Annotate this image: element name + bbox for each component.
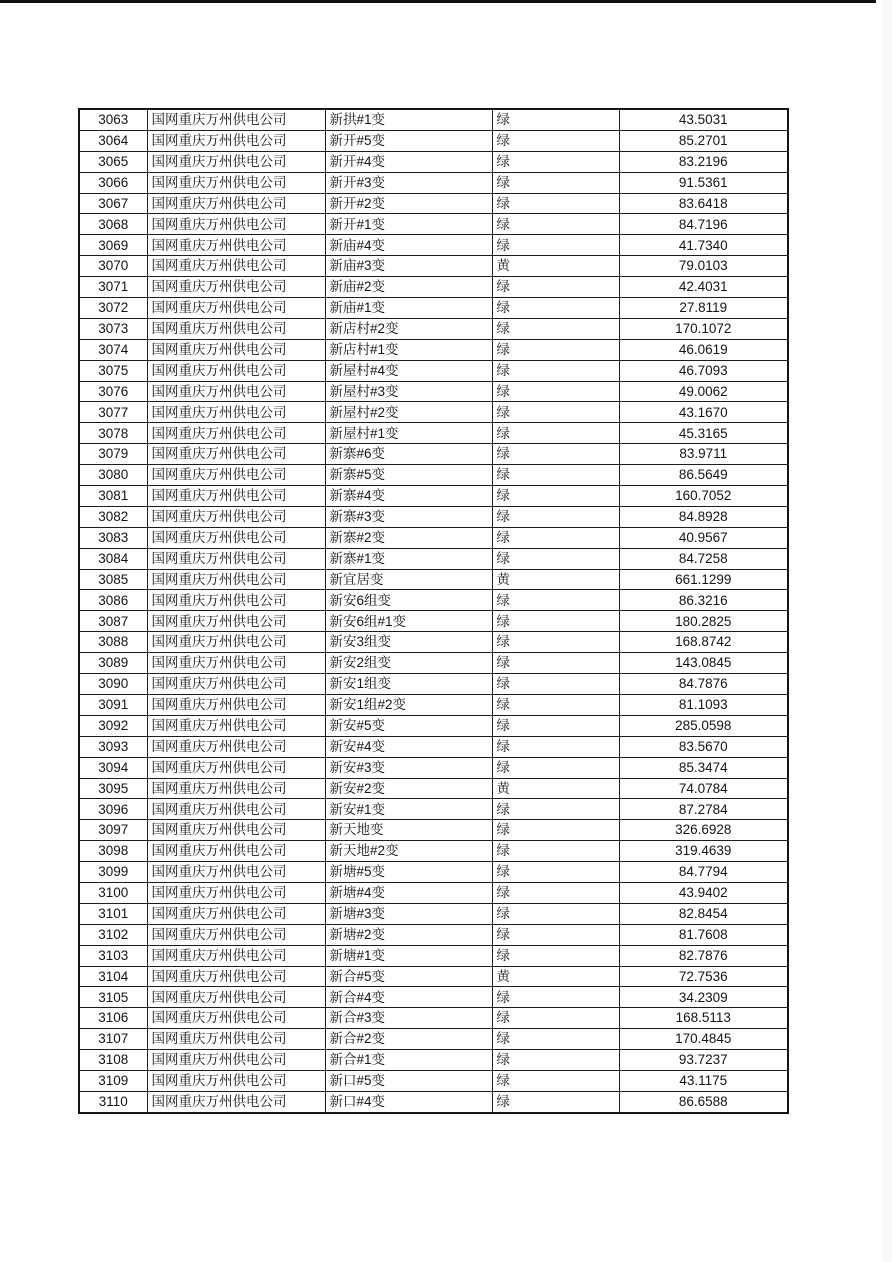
table-row: [79, 527, 788, 548]
company-cell: 国网重庆万州供电公司: [147, 611, 325, 632]
company-cell: 国网重庆万州供电公司: [147, 339, 325, 360]
row-id-cell: 3064: [79, 130, 147, 151]
table-row: [79, 151, 788, 172]
row-id-cell: 3081: [79, 486, 147, 507]
substation-cell: 新口#5变: [325, 1070, 492, 1091]
row-id-cell: 3070: [79, 256, 147, 277]
value-cell: 43.9402: [619, 882, 788, 903]
company-cell: 国网重庆万州供电公司: [147, 256, 325, 277]
value-cell: 84.7794: [619, 862, 788, 883]
table-row: [79, 1008, 788, 1029]
substation-cell: 新合#2变: [325, 1029, 492, 1050]
company-cell: 国网重庆万州供电公司: [147, 653, 325, 674]
substation-cell: 新宜居变: [325, 569, 492, 590]
substation-cell: 新合#4变: [325, 987, 492, 1008]
substation-cell: 新天地变: [325, 820, 492, 841]
row-id-cell: 3066: [79, 172, 147, 193]
company-cell: 国网重庆万州供电公司: [147, 444, 325, 465]
status-cell: 绿: [492, 486, 619, 507]
company-cell: 国网重庆万州供电公司: [147, 486, 325, 507]
status-cell: 绿: [492, 715, 619, 736]
value-cell: 49.0062: [619, 381, 788, 402]
row-id-cell: 3085: [79, 569, 147, 590]
company-cell: 国网重庆万州供电公司: [147, 694, 325, 715]
status-cell: 绿: [492, 381, 619, 402]
value-cell: 45.3165: [619, 423, 788, 444]
substation-cell: 新庙#3变: [325, 256, 492, 277]
status-cell: 绿: [492, 590, 619, 611]
value-cell: 93.7237: [619, 1050, 788, 1071]
value-cell: 84.7876: [619, 674, 788, 695]
status-cell: 绿: [492, 506, 619, 527]
company-cell: 国网重庆万州供电公司: [147, 214, 325, 235]
table-row: [79, 778, 788, 799]
status-cell: 绿: [492, 402, 619, 423]
table-row: [79, 674, 788, 695]
row-id-cell: 3074: [79, 339, 147, 360]
substation-cell: 新安#3变: [325, 757, 492, 778]
company-cell: 国网重庆万州供电公司: [147, 799, 325, 820]
company-cell: 国网重庆万州供电公司: [147, 506, 325, 527]
table-row: [79, 1091, 788, 1112]
table-row: [79, 548, 788, 569]
table-row: [79, 486, 788, 507]
row-id-cell: 3069: [79, 235, 147, 256]
company-cell: 国网重庆万州供电公司: [147, 1091, 325, 1112]
substation-cell: 新寨#4变: [325, 486, 492, 507]
row-id-cell: 3076: [79, 381, 147, 402]
row-id-cell: 3109: [79, 1070, 147, 1091]
value-cell: 34.2309: [619, 987, 788, 1008]
substation-cell: 新塘#3变: [325, 903, 492, 924]
row-id-cell: 3065: [79, 151, 147, 172]
table-row: [79, 214, 788, 235]
row-id-cell: 3090: [79, 674, 147, 695]
value-cell: 46.0619: [619, 339, 788, 360]
table-row: [79, 611, 788, 632]
substation-cell: 新寨#5变: [325, 465, 492, 486]
status-cell: 绿: [492, 1050, 619, 1071]
company-cell: 国网重庆万州供电公司: [147, 903, 325, 924]
table-row: [79, 172, 788, 193]
substation-cell: 新屋村#3变: [325, 381, 492, 402]
company-cell: 国网重庆万州供电公司: [147, 1070, 325, 1091]
status-cell: 绿: [492, 799, 619, 820]
company-cell: 国网重庆万州供电公司: [147, 778, 325, 799]
value-cell: 82.8454: [619, 903, 788, 924]
company-cell: 国网重庆万州供电公司: [147, 151, 325, 172]
table-row: [79, 423, 788, 444]
status-cell: 黄: [492, 966, 619, 987]
substation-status-table-wrap: [78, 108, 789, 1114]
status-cell: 黄: [492, 256, 619, 277]
value-cell: 319.4639: [619, 841, 788, 862]
value-cell: 83.9711: [619, 444, 788, 465]
company-cell: 国网重庆万州供电公司: [147, 966, 325, 987]
status-cell: 绿: [492, 862, 619, 883]
value-cell: 86.6588: [619, 1091, 788, 1112]
status-cell: 绿: [492, 193, 619, 214]
substation-cell: 新寨#2变: [325, 527, 492, 548]
table-row: [79, 277, 788, 298]
table-row: [79, 987, 788, 1008]
value-cell: 81.1093: [619, 694, 788, 715]
row-id-cell: 3067: [79, 193, 147, 214]
status-cell: 绿: [492, 109, 619, 130]
substation-cell: 新安#4变: [325, 736, 492, 757]
status-cell: 绿: [492, 924, 619, 945]
row-id-cell: 3073: [79, 318, 147, 339]
substation-cell: 新塘#4变: [325, 882, 492, 903]
row-id-cell: 3092: [79, 715, 147, 736]
row-id-cell: 3088: [79, 632, 147, 653]
table-row: [79, 945, 788, 966]
status-cell: 绿: [492, 736, 619, 757]
status-cell: 绿: [492, 298, 619, 319]
substation-cell: 新拱#1变: [325, 109, 492, 130]
status-cell: 绿: [492, 444, 619, 465]
substation-cell: 新安#1变: [325, 799, 492, 820]
substation-cell: 新安6组#1变: [325, 611, 492, 632]
table-row: [79, 506, 788, 527]
company-cell: 国网重庆万州供电公司: [147, 423, 325, 444]
value-cell: 41.7340: [619, 235, 788, 256]
value-cell: 46.7093: [619, 360, 788, 381]
status-cell: 绿: [492, 130, 619, 151]
status-cell: 绿: [492, 1008, 619, 1029]
table-row: [79, 924, 788, 945]
status-cell: 绿: [492, 151, 619, 172]
substation-cell: 新安3组变: [325, 632, 492, 653]
table-row: [79, 1029, 788, 1050]
substation-cell: 新安2组变: [325, 653, 492, 674]
row-id-cell: 3082: [79, 506, 147, 527]
company-cell: 国网重庆万州供电公司: [147, 172, 325, 193]
company-cell: 国网重庆万州供电公司: [147, 757, 325, 778]
value-cell: 85.3474: [619, 757, 788, 778]
substation-cell: 新开#4变: [325, 151, 492, 172]
row-id-cell: 3084: [79, 548, 147, 569]
value-cell: 86.5649: [619, 465, 788, 486]
substation-cell: 新庙#2变: [325, 277, 492, 298]
value-cell: 170.1072: [619, 318, 788, 339]
table-row: [79, 903, 788, 924]
table-row: [79, 715, 788, 736]
table-row: [79, 235, 788, 256]
value-cell: 43.5031: [619, 109, 788, 130]
status-cell: 绿: [492, 820, 619, 841]
status-cell: 绿: [492, 548, 619, 569]
value-cell: 43.1175: [619, 1070, 788, 1091]
row-id-cell: 3107: [79, 1029, 147, 1050]
value-cell: 285.0598: [619, 715, 788, 736]
company-cell: 国网重庆万州供电公司: [147, 277, 325, 298]
company-cell: 国网重庆万州供电公司: [147, 862, 325, 883]
status-cell: 绿: [492, 214, 619, 235]
row-id-cell: 3089: [79, 653, 147, 674]
status-cell: 绿: [492, 527, 619, 548]
substation-cell: 新屋村#1变: [325, 423, 492, 444]
row-id-cell: 3079: [79, 444, 147, 465]
value-cell: 72.7536: [619, 966, 788, 987]
status-cell: 黄: [492, 569, 619, 590]
substation-cell: 新合#1变: [325, 1050, 492, 1071]
company-cell: 国网重庆万州供电公司: [147, 402, 325, 423]
status-cell: 绿: [492, 841, 619, 862]
table-row: [79, 590, 788, 611]
substation-cell: 新天地#2变: [325, 841, 492, 862]
company-cell: 国网重庆万州供电公司: [147, 674, 325, 695]
value-cell: 83.2196: [619, 151, 788, 172]
substation-cell: 新开#1变: [325, 214, 492, 235]
table-row: [79, 1070, 788, 1091]
value-cell: 170.4845: [619, 1029, 788, 1050]
company-cell: 国网重庆万州供电公司: [147, 590, 325, 611]
value-cell: 84.7196: [619, 214, 788, 235]
table-row: [79, 694, 788, 715]
status-cell: 绿: [492, 1070, 619, 1091]
substation-cell: 新安#2变: [325, 778, 492, 799]
status-cell: 绿: [492, 465, 619, 486]
table-row: [79, 757, 788, 778]
company-cell: 国网重庆万州供电公司: [147, 882, 325, 903]
company-cell: 国网重庆万州供电公司: [147, 820, 325, 841]
value-cell: 27.8119: [619, 298, 788, 319]
company-cell: 国网重庆万州供电公司: [147, 465, 325, 486]
status-cell: 绿: [492, 694, 619, 715]
company-cell: 国网重庆万州供电公司: [147, 987, 325, 1008]
table-row: [79, 298, 788, 319]
row-id-cell: 3078: [79, 423, 147, 444]
company-cell: 国网重庆万州供电公司: [147, 841, 325, 862]
row-id-cell: 3080: [79, 465, 147, 486]
table-row: [79, 109, 788, 130]
row-id-cell: 3071: [79, 277, 147, 298]
status-cell: 绿: [492, 172, 619, 193]
substation-cell: 新安1组#2变: [325, 694, 492, 715]
table-row: [79, 381, 788, 402]
company-cell: 国网重庆万州供电公司: [147, 130, 325, 151]
row-id-cell: 3068: [79, 214, 147, 235]
substation-cell: 新塘#5变: [325, 862, 492, 883]
row-id-cell: 3105: [79, 987, 147, 1008]
value-cell: 84.8928: [619, 506, 788, 527]
status-cell: 绿: [492, 235, 619, 256]
row-id-cell: 3077: [79, 402, 147, 423]
row-id-cell: 3075: [79, 360, 147, 381]
table-row: [79, 1050, 788, 1071]
value-cell: 160.7052: [619, 486, 788, 507]
row-id-cell: 3096: [79, 799, 147, 820]
substation-cell: 新店村#1变: [325, 339, 492, 360]
substation-cell: 新店村#2变: [325, 318, 492, 339]
table-row: [79, 256, 788, 277]
table-row: [79, 862, 788, 883]
substation-cell: 新屋村#4变: [325, 360, 492, 381]
status-cell: 绿: [492, 757, 619, 778]
company-cell: 国网重庆万州供电公司: [147, 235, 325, 256]
substation-cell: 新寨#6变: [325, 444, 492, 465]
value-cell: 85.2701: [619, 130, 788, 151]
table-row: [79, 444, 788, 465]
table-row: [79, 882, 788, 903]
table-body: [79, 109, 788, 1113]
company-cell: 国网重庆万州供电公司: [147, 924, 325, 945]
row-id-cell: 3072: [79, 298, 147, 319]
row-id-cell: 3098: [79, 841, 147, 862]
company-cell: 国网重庆万州供电公司: [147, 945, 325, 966]
substation-cell: 新庙#1变: [325, 298, 492, 319]
table-row: [79, 339, 788, 360]
substation-cell: 新开#3变: [325, 172, 492, 193]
company-cell: 国网重庆万州供电公司: [147, 381, 325, 402]
table-row: [79, 193, 788, 214]
row-id-cell: 3110: [79, 1091, 147, 1112]
substation-cell: 新安6组变: [325, 590, 492, 611]
table-row: [79, 820, 788, 841]
status-cell: 绿: [492, 882, 619, 903]
value-cell: 81.7608: [619, 924, 788, 945]
value-cell: 168.5113: [619, 1008, 788, 1029]
row-id-cell: 3093: [79, 736, 147, 757]
table-row: [79, 799, 788, 820]
company-cell: 国网重庆万州供电公司: [147, 1029, 325, 1050]
row-id-cell: 3099: [79, 862, 147, 883]
value-cell: 43.1670: [619, 402, 788, 423]
value-cell: 84.7258: [619, 548, 788, 569]
value-cell: 74.0784: [619, 778, 788, 799]
row-id-cell: 3106: [79, 1008, 147, 1029]
status-cell: 绿: [492, 611, 619, 632]
row-id-cell: 3095: [79, 778, 147, 799]
table-row: [79, 569, 788, 590]
status-cell: 绿: [492, 423, 619, 444]
substation-cell: 新庙#4变: [325, 235, 492, 256]
value-cell: 91.5361: [619, 172, 788, 193]
row-id-cell: 3100: [79, 882, 147, 903]
substation-cell: 新安#5变: [325, 715, 492, 736]
substation-cell: 新塘#1变: [325, 945, 492, 966]
value-cell: 82.7876: [619, 945, 788, 966]
substation-cell: 新开#5变: [325, 130, 492, 151]
table-row: [79, 653, 788, 674]
table-row: [79, 318, 788, 339]
substation-cell: 新合#3变: [325, 1008, 492, 1029]
substation-cell: 新口#4变: [325, 1091, 492, 1112]
table-row: [79, 402, 788, 423]
page-right-edge: [883, 0, 892, 1262]
substation-cell: 新合#5变: [325, 966, 492, 987]
substation-cell: 新安1组变: [325, 674, 492, 695]
row-id-cell: 3063: [79, 109, 147, 130]
status-cell: 黄: [492, 778, 619, 799]
substation-cell: 新寨#1变: [325, 548, 492, 569]
row-id-cell: 3108: [79, 1050, 147, 1071]
value-cell: 168.8742: [619, 632, 788, 653]
company-cell: 国网重庆万州供电公司: [147, 736, 325, 757]
company-cell: 国网重庆万州供电公司: [147, 193, 325, 214]
page-top-edge-scan-artifact: [0, 0, 876, 3]
row-id-cell: 3097: [79, 820, 147, 841]
value-cell: 40.9567: [619, 527, 788, 548]
value-cell: 86.3216: [619, 590, 788, 611]
table-row: [79, 632, 788, 653]
row-id-cell: 3104: [79, 966, 147, 987]
table-row: [79, 841, 788, 862]
table-row: [79, 736, 788, 757]
table-row: [79, 130, 788, 151]
status-cell: 绿: [492, 903, 619, 924]
row-id-cell: 3091: [79, 694, 147, 715]
table-row: [79, 966, 788, 987]
company-cell: 国网重庆万州供电公司: [147, 527, 325, 548]
status-cell: 绿: [492, 653, 619, 674]
company-cell: 国网重庆万州供电公司: [147, 1050, 325, 1071]
table-row: [79, 465, 788, 486]
row-id-cell: 3102: [79, 924, 147, 945]
company-cell: 国网重庆万州供电公司: [147, 298, 325, 319]
value-cell: 87.2784: [619, 799, 788, 820]
value-cell: 83.6418: [619, 193, 788, 214]
company-cell: 国网重庆万州供电公司: [147, 109, 325, 130]
value-cell: 79.0103: [619, 256, 788, 277]
value-cell: 83.5670: [619, 736, 788, 757]
value-cell: 326.6928: [619, 820, 788, 841]
row-id-cell: 3083: [79, 527, 147, 548]
status-cell: 绿: [492, 277, 619, 298]
row-id-cell: 3103: [79, 945, 147, 966]
table-row: [79, 360, 788, 381]
status-cell: 绿: [492, 1091, 619, 1112]
status-cell: 绿: [492, 360, 619, 381]
substation-status-table: [78, 108, 789, 1114]
substation-cell: 新寨#3变: [325, 506, 492, 527]
company-cell: 国网重庆万州供电公司: [147, 318, 325, 339]
company-cell: 国网重庆万州供电公司: [147, 569, 325, 590]
row-id-cell: 3094: [79, 757, 147, 778]
company-cell: 国网重庆万州供电公司: [147, 548, 325, 569]
company-cell: 国网重庆万州供电公司: [147, 1008, 325, 1029]
status-cell: 绿: [492, 318, 619, 339]
status-cell: 绿: [492, 987, 619, 1008]
row-id-cell: 3087: [79, 611, 147, 632]
substation-cell: 新开#2变: [325, 193, 492, 214]
status-cell: 绿: [492, 945, 619, 966]
status-cell: 绿: [492, 674, 619, 695]
value-cell: 143.0845: [619, 653, 788, 674]
company-cell: 国网重庆万州供电公司: [147, 715, 325, 736]
row-id-cell: 3101: [79, 903, 147, 924]
status-cell: 绿: [492, 1029, 619, 1050]
company-cell: 国网重庆万州供电公司: [147, 632, 325, 653]
status-cell: 绿: [492, 339, 619, 360]
row-id-cell: 3086: [79, 590, 147, 611]
value-cell: 661.1299: [619, 569, 788, 590]
substation-cell: 新塘#2变: [325, 924, 492, 945]
company-cell: 国网重庆万州供电公司: [147, 360, 325, 381]
value-cell: 42.4031: [619, 277, 788, 298]
substation-cell: 新屋村#2变: [325, 402, 492, 423]
value-cell: 180.2825: [619, 611, 788, 632]
status-cell: 绿: [492, 632, 619, 653]
